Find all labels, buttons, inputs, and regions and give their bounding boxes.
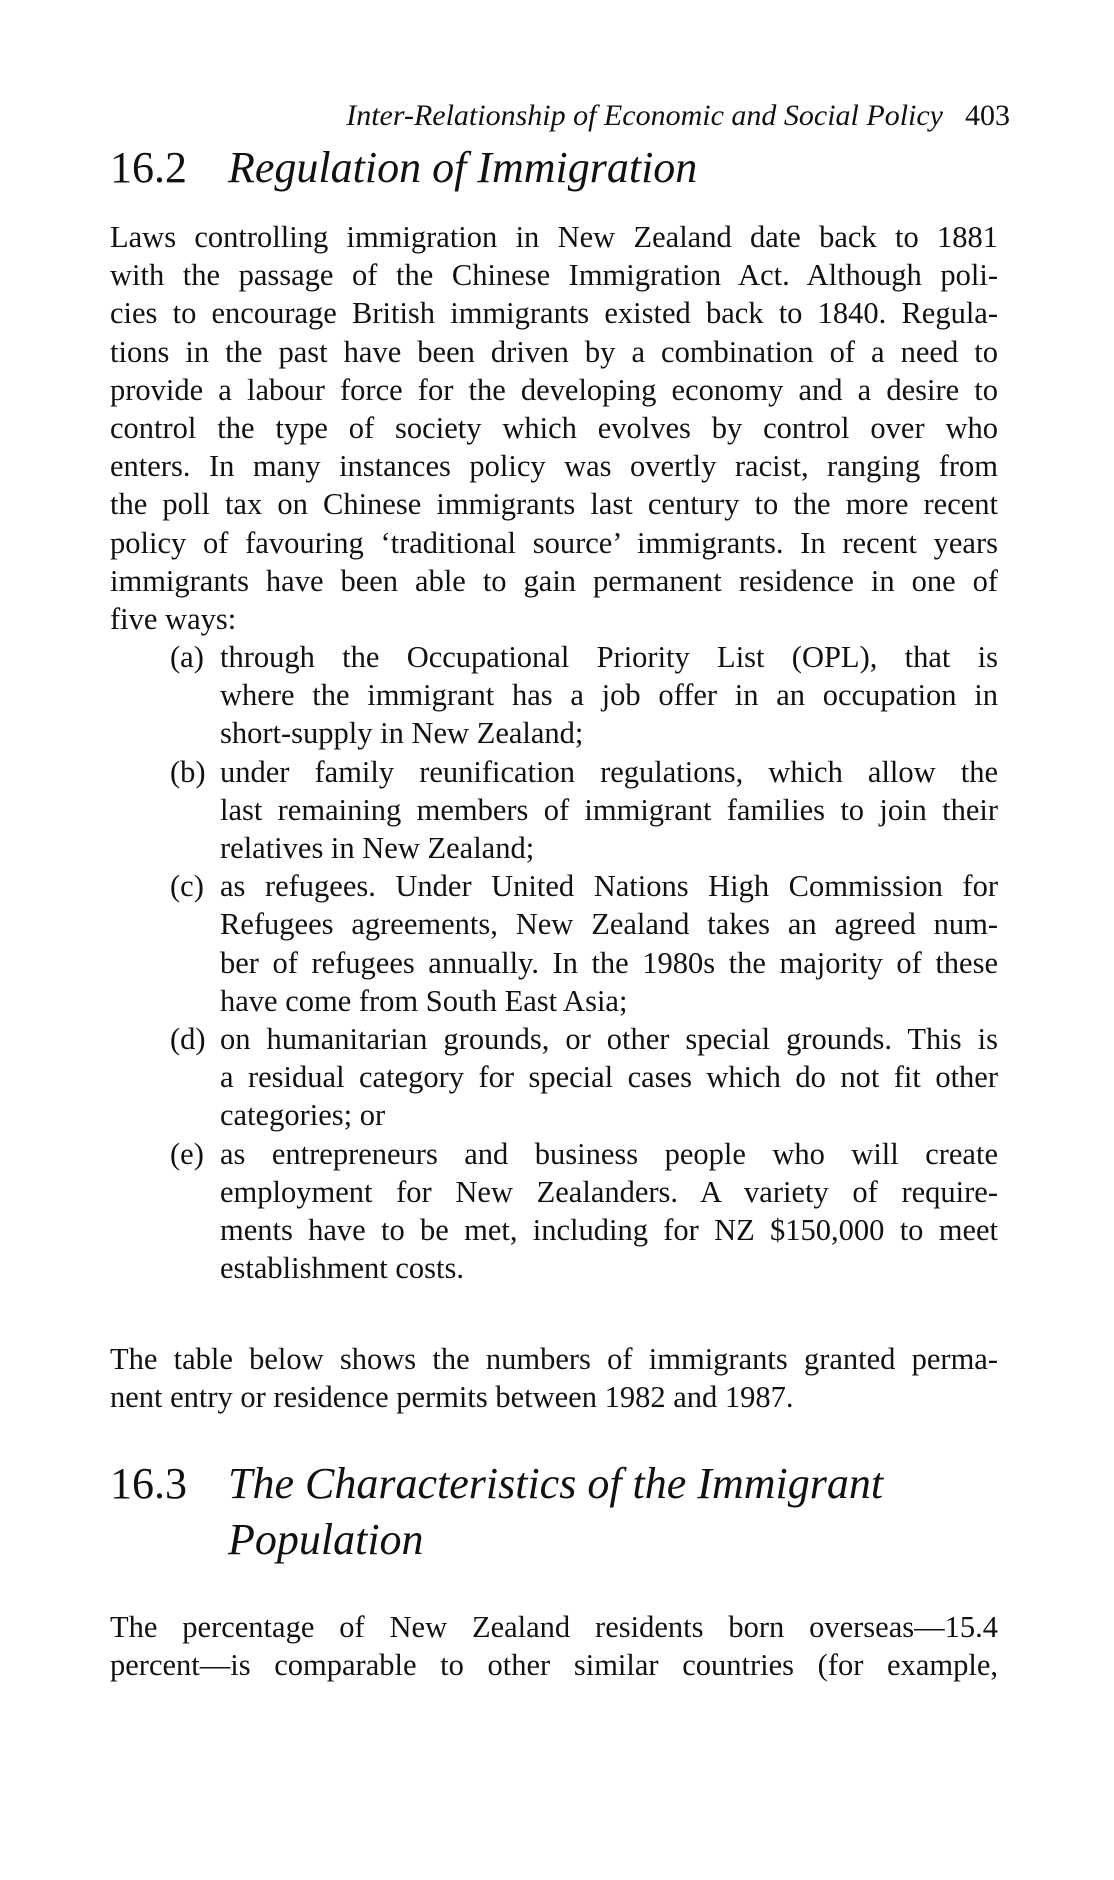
section-title <box>228 1456 928 1568</box>
text-line: The percentage of New Zealand residents born overseas—15.4 <box>110 1610 998 1644</box>
text-line: relatives in New Zealand; <box>220 831 535 866</box>
text-line: nent entry or residence permits between 1982 and 1987. <box>110 1380 794 1415</box>
list-item <box>110 1135 998 1288</box>
running-head <box>110 96 1010 136</box>
list-item <box>110 1020 998 1135</box>
text-line: The table below shows the numbers of immigrants granted perma- <box>110 1342 998 1376</box>
text-line: cies to encourage British immigrants existed back to 1840. Regula- <box>110 296 998 331</box>
section-number: 16.2 <box>110 143 187 192</box>
text-line: five ways: <box>110 602 237 637</box>
section-title-line: Population <box>228 1515 424 1564</box>
text-line: on humanitarian grounds, or other special grounds. This is <box>220 1022 998 1057</box>
list-item <box>110 638 998 753</box>
text-line: with the passage of the Chinese Immigration Act. Although poli- <box>110 258 998 293</box>
section-16-2-paragraph <box>110 218 998 638</box>
list-marker: (b) <box>170 754 206 789</box>
text-line: establishment costs. <box>220 1251 464 1286</box>
list-marker: (c) <box>170 869 204 904</box>
list-item <box>110 867 998 1020</box>
text-line: employment for New Zealanders. A variety of require- <box>220 1174 998 1209</box>
text-line: policy of favouring ‘traditional source’ immigrants. In recent years <box>110 525 998 560</box>
text-line: control the type of society which evolves by control over who <box>110 411 998 446</box>
section-heading-16-2 <box>110 140 697 196</box>
text-line: short-supply in New Zealand; <box>220 716 584 751</box>
page-number: 403 <box>965 99 1010 132</box>
section-title-line: The Characteristics of the Immigrant <box>228 1459 884 1508</box>
text-line: tions in the past have been driven by a combination of a need to <box>110 334 998 369</box>
section-16-3-paragraph <box>110 1608 998 1684</box>
list-marker: (a) <box>170 640 204 674</box>
section-title: Regulation of Immigration <box>228 143 698 192</box>
text-line: where the immigrant has a job offer in an occupation in <box>220 678 998 713</box>
text-line: immigrants have been able to gain permanent residence in one of <box>110 563 998 598</box>
immigration-ways-list <box>110 638 998 1287</box>
text-line: provide a labour force for the developing economy and a desire to <box>110 372 998 407</box>
text-line: percent—is comparable to other similar countries (for example, <box>110 1648 998 1683</box>
text-line: last remaining members of immigrant families to join their <box>220 792 998 827</box>
text-line: have come from South East Asia; <box>220 983 628 1018</box>
text-line: a residual category for special cases which do not fit other <box>220 1060 998 1095</box>
text-line: through the Occupational Priority List (OPL), that is <box>220 640 998 674</box>
text-line: ments have to be met, including for NZ $150,000 to meet <box>220 1213 998 1248</box>
running-head-title: Inter-Relationship of Economic and Social Policy <box>346 99 943 132</box>
section-number: 16.3 <box>110 1459 187 1508</box>
text-line: categories; or <box>220 1098 386 1133</box>
section-16-2-closing <box>110 1340 998 1416</box>
text-line: Laws controlling immigration in New Zealand date back to 1881 <box>110 220 998 254</box>
section-heading-16-3 <box>110 1456 928 1568</box>
text-line: enters. In many instances policy was overtly racist, ranging from <box>110 449 998 484</box>
text-line: as refugees. Under United Nations High Commission for <box>220 869 998 904</box>
text-line: as entrepreneurs and business people who will create <box>220 1136 998 1171</box>
text-line: the poll tax on Chinese immigrants last century to the more recent <box>110 487 998 522</box>
list-item <box>110 753 998 868</box>
text-line: Refugees agreements, New Zealand takes an agreed num- <box>220 907 998 942</box>
list-marker: (e) <box>170 1136 204 1171</box>
list-marker: (d) <box>170 1022 206 1057</box>
text-line: ber of refugees annually. In the 1980s the majority of these <box>220 945 998 980</box>
text-line: under family reunification regulations, which allow the <box>220 754 998 789</box>
